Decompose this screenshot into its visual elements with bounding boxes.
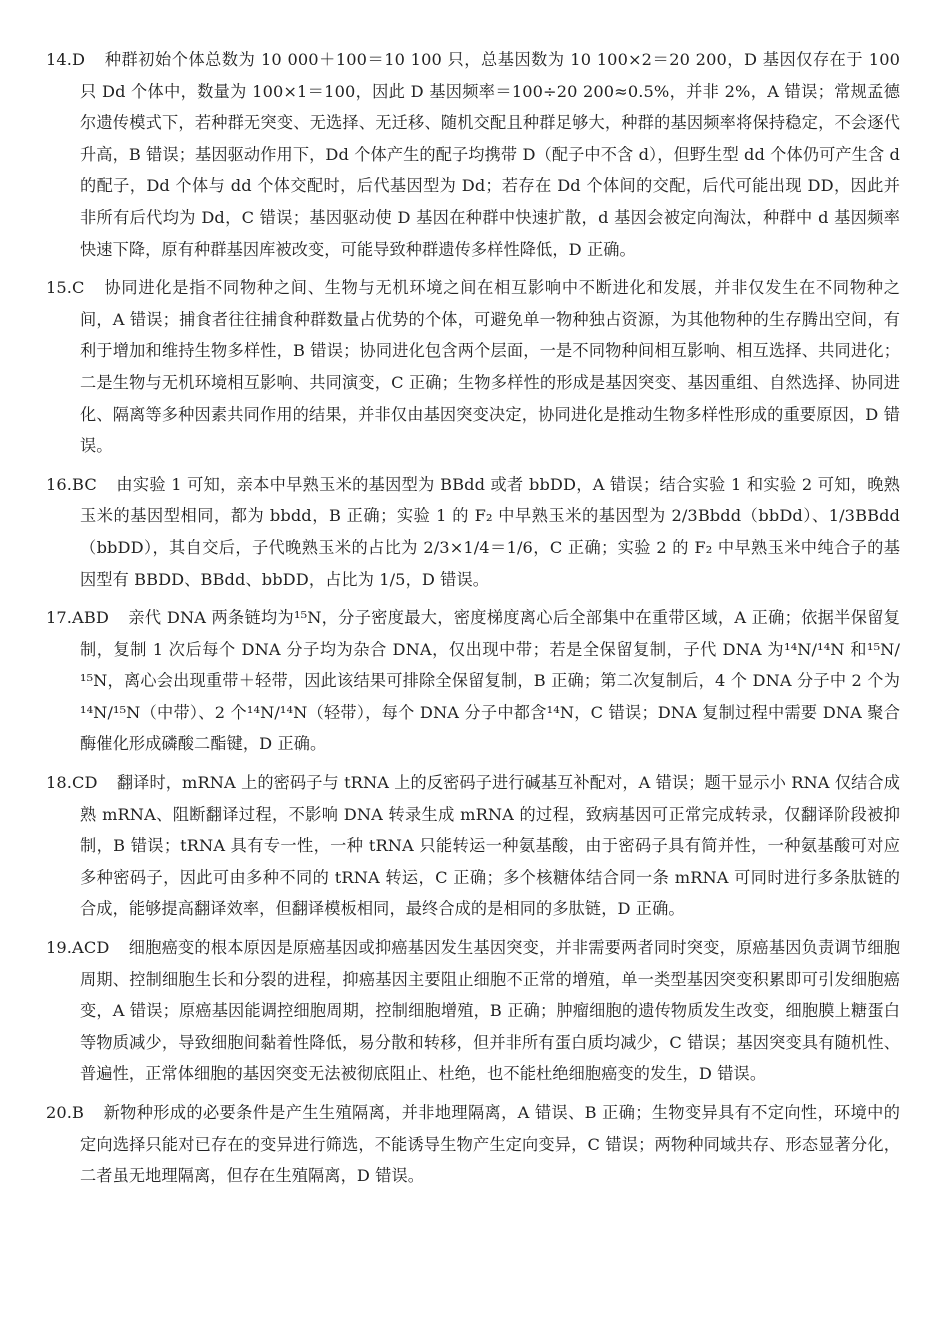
answer-item-18 <box>46 767 900 925</box>
answer-item-19 <box>46 932 900 1090</box>
answer-item-20 <box>46 1097 901 1192</box>
item-number: 16.BC <box>46 474 97 494</box>
item-number: 18.CD <box>46 773 98 793</box>
explanation-text: 细胞癌变的根本原因是原癌基因或抑癌基因发生基因突变，并非需要两者同时突变，原癌基因负责调节细胞周期、控制细胞生长和分裂的进程，抑癌基因主要阻止细胞不正常的增殖，单一类型基因突变积累即可引发细胞癌变，A 错误；原癌基因能调控细胞周期，控制细胞增殖，B 正确；肿瘤细胞的遗传物质发生改变，细胞膜上糖蛋白等物质减少，导致细胞间黏着性降低，易分散和转移，但并非所有蛋白质均减少，C 错误；基因突变具有随机性、普遍性，正常体细胞的基因突变无法被彻底阻止、杜绝，也不能杜绝细胞癌变的发生，D 错误。 <box>80 938 900 1084</box>
explanation-text: 由实验 1 可知，亲本中早熟玉米的基因型为 BBdd 或者 bbDD，A 错误；结合实验 1 和实验 2 可知，晚熟玉米的基因型相同，都为 bbdd，B 正确；实验 1 的 F₂ 中早熟玉米的基因型为 2/3Bbdd（bbDd）、1/3BBdd（bbDD），其自交后，子代晚熟玉米的占比为 2/3×1/4＝1/6，C 正确；实验 2 的 F₂ 中早熟玉米中纯合子的基因型有 BBDD、BBdd、bbDD，占比为 1/5，D 错误。 <box>80 474 900 589</box>
explanation-text: 协同进化是指不同物种之间、生物与无机环境之间在相互影响中不断进化和发展，并非仅发生在不同物种之间，A 错误；捕食者往往捕食种群数量占优势的个体，可避免单一物种独占资源，为其他物种的生存腾出空间，有利于增加和维持生物多样性，B 错误；协同进化包含两个层面，一是不同物种间相互影响、相互选择、共同进化；二是生物与无机环境相互影响、共同演变，C 正确；生物多样性的形成是基因突变、基因重组、自然选择、协同进化、隔离等多种因素共同作用的结果，并非仅由基因突变决定，协同进化是推动生物多样性形成的重要原因，D 错误。 <box>80 278 900 456</box>
answer-item-16 <box>46 469 900 595</box>
item-number: 17.ABD <box>46 608 109 628</box>
item-number: 14.D <box>46 50 86 69</box>
answer-item-15 <box>46 272 900 462</box>
explanation-text: 翻译时，mRNA 上的密码子与 tRNA 上的反密码子进行碱基互补配对，A 错误；题干显示小 RNA 仅结合成熟 mRNA、阻断翻译过程，不影响 DNA 转录生成 mRNA 的过程，致病基因可正常完成转录，仅翻译阶段被抑制，B 错误；tRNA 具有专一性，一种 tRNA 只能转运一种氨基酸，由于密码子具有简并性，一种氨基酸可对应多种密码子，因此可由多种不同的 tRNA 转运，C 正确；多个核糖体结合同一条 mRNA 可同时进行多条肽链的合成，能够提高翻译效率，但翻译模板相同，最终合成的是相同的多肽链，D 正确。 <box>80 773 900 919</box>
explanation-text: 新物种形成的必要条件是产生生殖隔离，并非地理隔离，A 错误、B 正确；生物变异具有不定向性，环境中的定向选择只能对已存在的变异进行筛选，不能诱导生物产生定向变异，C 错误；两物种同域共存、形态显著分化，二者虽无地理隔离，但存在生殖隔离，D 错误。 <box>80 1103 901 1186</box>
item-number: 19.ACD <box>46 938 110 958</box>
explanation-text: 亲代 DNA 两条链均为¹⁵N，分子密度最大，密度梯度离心后全部集中在重带区域，A 正确；依据半保留复制，复制 1 次后每个 DNA 分子均为杂合 DNA，仅出现中带；若是全保留复制，子代 DNA 为¹⁴N/¹⁴N 和¹⁵N/¹⁵N，离心会出现重带＋轻带，因此该结果可排除全保留复制，B 正确；第二次复制后，4 个 DNA 分子中 2 个为¹⁴N/¹⁵N（中带）、2 个¹⁴N/¹⁴N（轻带），每个 DNA 分子中都含¹⁴N，C 错误；DNA 复制过程中需要 DNA 聚合酶催化形成磷酸二酯键，D 正确。 <box>80 608 900 754</box>
answer-item-17 <box>46 602 900 760</box>
item-number: 15.C <box>46 278 85 298</box>
item-number: 20.B <box>46 1103 85 1122</box>
explanation-text: 种群初始个体总数为 10 000＋100＝10 100 只，总基因数为 10 100×2＝20 200，D 基因仅存在于 100 只 Dd 个体中，数量为 100×1＝100，因此 D 基因频率＝100÷20 200≈0.5%，并非 2%，A 错误；常规孟德尔遗传模式下，若种群无突变、无选择、无迁移、随机交配且种群足够大，种群的基因频率将保持稳定，不会逐代升高，B 错误；基因驱动作用下，Dd 个体产生的配子均携带 D（配子中不含 d），但野生型 dd 个体仍可产生含 d 的配子，Dd 个体与 dd 个体交配时，后代基因型为 Dd；若存在 Dd 个体间的交配，后代可能出现 DD，因此并非所有后代均为 Dd，C 错误；基因驱动使 D 基因在种群中快速扩散，d 基因会被定向淘汰，种群中 d 基因频率快速下降，原有种群基因库被改变，可能导致种群遗传多样性降低，D 正确。 <box>80 50 900 259</box>
answer-item-14 <box>46 44 900 265</box>
